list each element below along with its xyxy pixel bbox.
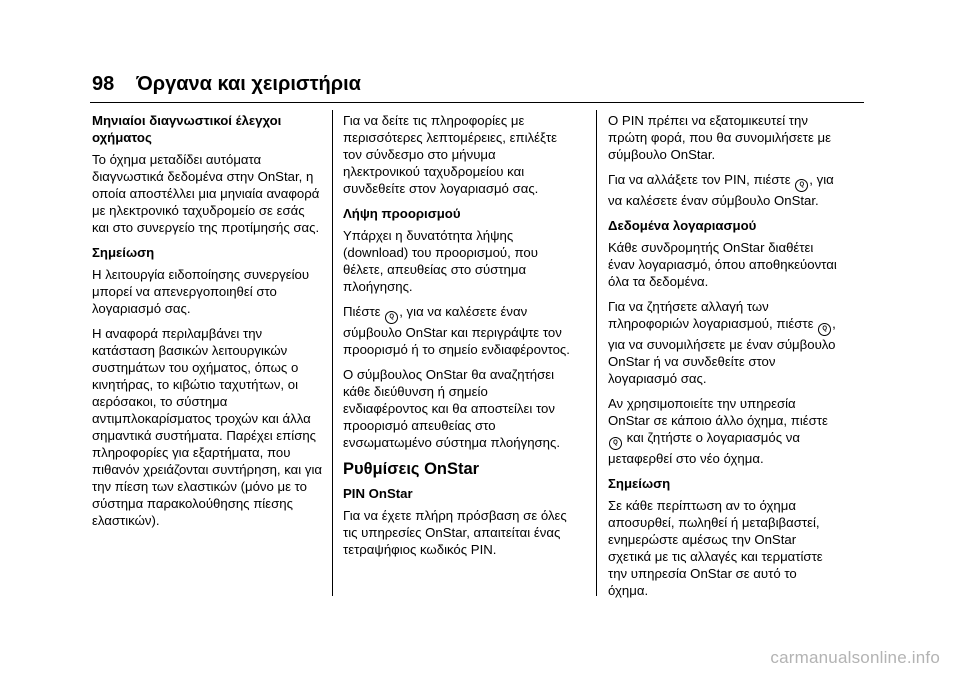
onstar-button-icon: Q <box>795 179 808 192</box>
paragraph: Ο σύμβουλος OnStar θα αναζητήσει κάθε διεύθυνση ή σημείο ενδιαφέροντος και θα αποστείλει τον προορισμό απευθείας στο ενσωματωμένο σύστημα πλοήγησης. <box>343 367 561 450</box>
paragraph: Σε κάθε περίπτωση αν το όχημα αποσυρθεί, πωληθεί ή μεταβιβαστεί, ενημερώστε αμέσως την OnStar σχετικά με τις αλλαγές και τερματίστε την υπηρεσία OnStar σε αυτό το όχημα. <box>608 498 823 598</box>
paragraph: Η λειτουργία ειδοποίησης συνεργείου μπορεί να απενεργοποιηθεί στο λογαριασμό σας. <box>92 267 310 316</box>
paragraph: Ο PIN πρέπει να εξατομικευτεί την πρώτη φορά, που θα συνομιλήσετε με σύμβουλο OnStar. <box>608 113 831 162</box>
paragraph <box>608 298 840 387</box>
column-2 <box>343 112 575 566</box>
section-heading-destination-download: Λήψη προορισμού <box>343 206 461 221</box>
onstar-button-icon: Q <box>385 311 398 324</box>
onstar-button-icon: Q <box>609 437 622 450</box>
paragraph: Υπάρχει η δυνατότητα λήψης (download) του προορισμού, που θέλετε, απευθείας στο σύστημα πλοήγησης. <box>343 228 538 294</box>
paragraph-text: , για να καλέσετε έναν σύμβουλο OnStar. <box>608 172 834 208</box>
note-heading: Σημείωση <box>92 245 155 260</box>
section-heading-onstar-settings: Ρυθμίσεις OnStar <box>343 460 480 478</box>
paragraph-text: Αν χρησιμοποιείτε την υπηρεσία OnStar σε κάποιο άλλο όχημα, πιέστε <box>608 396 828 428</box>
section-heading-monthly-diagnostics: Μηνιαίοι διαγνωστικοί έλεγχοι οχήματος <box>92 113 282 145</box>
page-title: Όργανα και χειριστήρια <box>136 73 361 95</box>
column-divider-1 <box>332 110 333 596</box>
note-heading: Σημείωση <box>608 476 671 491</box>
column-divider-2 <box>596 110 597 596</box>
paragraph: Για να δείτε τις πληροφορίες με περισσότερες λεπτομέρειες, επιλέξτε τον σύνδεσμο στο μήνυμα ηλεκτρονικού ταχυδρομείου και συνδεθείτε στον λογαριασμό σας. <box>343 113 557 196</box>
paragraph: Για να έχετε πλήρη πρόσβαση σε όλες τις υπηρεσίες OnStar, απαιτείται ένας τετραψήφιος κωδικός PIN. <box>343 508 567 557</box>
paragraph-text: , για να καλέσετε έναν σύμβουλο OnStar και περιγράψτε τον προορισμό ή το σημείο ενδιαφέροντος. <box>343 304 570 357</box>
paragraph <box>343 303 575 358</box>
page-number: 98 <box>92 73 115 95</box>
paragraph <box>608 171 840 209</box>
header-rule <box>90 102 864 103</box>
onstar-button-icon: Q <box>818 323 831 336</box>
paragraph-text: Πιέστε <box>343 304 385 319</box>
section-heading-account-data: Δεδομένα λογαριασμού <box>608 218 757 233</box>
page-header <box>92 72 361 96</box>
paragraph-text: Για να ζητήσετε αλλαγή των πληροφοριών λογαριασμού, πιέστε <box>608 299 818 331</box>
paragraph <box>608 395 840 467</box>
paragraph-text: , για να συνομιλήσετε με έναν σύμβουλο OnStar ή να συνδεθείτε στον λογαριασμό σας. <box>608 316 836 386</box>
paragraph: Η αναφορά περιλαμβάνει την κατάσταση βασικών λειτουργικών συστημάτων του οχήματος, όπως ο κινητήρας, το κιβώτιο ταχυτήτων, οι αερόσακοι, το σύστημα αντιμπλοκαρίσματος τροχών και άλλα σημαντικά συστήματα. Παρέχει επίσης πληροφορίες για εξαρτήματα, που πιθανόν χρειάζονται συντήρηση, και για την πίεση των ελαστικών (μόνο με το σύστημα παρακολούθησης πίεσης ελαστικών). <box>92 326 323 528</box>
paragraph-text: και ζητήστε ο λογαριασμός να μεταφερθεί στο νέο όχημα. <box>608 430 800 466</box>
paragraph: Το όχημα μεταδίδει αυτόματα διαγνωστικά δεδομένα στην OnStar, η οποία αποστέλλει μια μηνιαία αναφορά με ηλεκτρονικό ταχυδρομείο σε εσάς και στο συνεργείο της προτίμησής σας. <box>92 152 320 235</box>
paragraph-text: Για να αλλάξετε τον PIN, πιέστε <box>608 172 795 187</box>
watermark: carmanualsonline.info <box>770 648 940 667</box>
subheading-pin: PIN OnStar <box>343 486 413 501</box>
column-3 <box>608 112 840 607</box>
column-1 <box>92 112 324 537</box>
paragraph: Κάθε συνδρομητής OnStar διαθέτει έναν λογαριασμό, όπου αποθηκεύονται όλα τα δεδομένα. <box>608 240 837 289</box>
